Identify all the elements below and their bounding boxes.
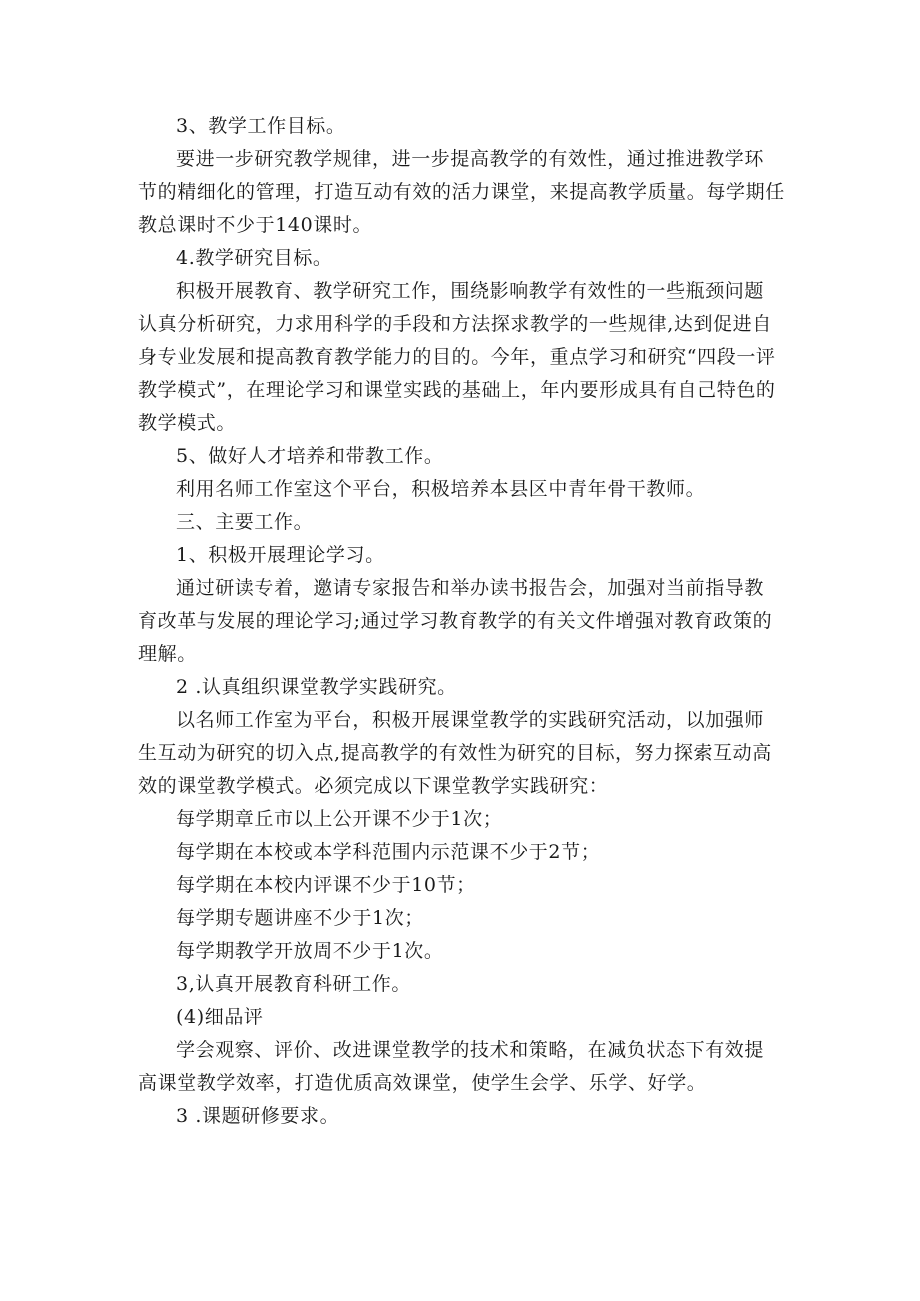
text-line: 三、主要工作。	[176, 511, 314, 533]
text-line: 生互动为研究的切入点,提高教学的有效性为研究的目标，努力探索互动高	[138, 742, 772, 764]
text-line: 每学期在本校内评课不少于10节；	[176, 874, 476, 896]
text-line: 每学期教学开放周不少于1次。	[176, 940, 444, 962]
text-line: 教学模式”，在理论学习和课堂实践的基础上，年内要形成具有自己特色的	[138, 379, 776, 401]
text-line: 教学模式。	[138, 412, 237, 434]
text-line: 通过研读专着，邀请专家报告和举办读书报告会，加强对当前指导教	[176, 577, 765, 599]
text-line: 3、教学工作目标。	[176, 115, 346, 137]
document-page	[138, 110, 788, 1133]
text-line: 认真分析研究，力求用科学的手段和方法探求教学的一些规律,达到促进自	[138, 313, 772, 335]
text-line: 利用名师工作室这个平台，积极培养本县区中青年骨干教师。	[176, 478, 706, 500]
text-line: 4.教学研究目标。	[176, 247, 333, 269]
text-line: 每学期专题讲座不少于1次；	[176, 907, 424, 929]
text-line: 积极开展教育、教学研究工作，围绕影响教学有效性的一些瓶颈问题	[176, 280, 765, 302]
text-line: (4)细品评	[176, 1006, 264, 1028]
text-line: 身专业发展和提高教育教学能力的目的。今年，重点学习和研究“四段一评	[138, 346, 776, 368]
text-line: 高课堂教学效率，打造优质高效课堂，使学生会学、乐学、好学。	[138, 1072, 707, 1094]
text-line: 3,认真开展教育科研工作。	[176, 973, 411, 995]
text-line: 要进一步研究教学规律，进一步提高教学的有效性，通过推进教学环	[176, 148, 765, 170]
text-line: 3 .课题研修要求。	[176, 1105, 340, 1127]
text-line: 效的课堂教学模式。必须完成以下课堂教学实践研究：	[138, 775, 609, 797]
text-line: 育改革与发展的理论学习;通过学习教育教学的有关文件增强对教育政策的	[138, 610, 773, 632]
text-line: 每学期章丘市以上公开课不少于1次；	[176, 808, 503, 830]
text-line: 节的精细化的管理，打造互动有效的活力课堂，来提高教学质量。每学期任	[138, 181, 785, 203]
text-line: 教总课时不少于140课时。	[138, 214, 373, 236]
text-line: 2 .认真组织课堂教学实践研究。	[176, 676, 457, 698]
text-line: 1、积极开展理论学习。	[176, 544, 385, 566]
text-line: 5、做好人才培养和带教工作。	[176, 445, 444, 467]
text-line: 学会观察、评价、改进课堂教学的技术和策略，在减负状态下有效提	[176, 1039, 765, 1061]
text-line: 每学期在本校或本学科范围内示范课不少于2节；	[176, 841, 601, 863]
text-line: 理解。	[138, 643, 197, 665]
text-line: 以名师工作室为平台，积极开展课堂教学的实践研究活动，以加强师	[176, 709, 765, 731]
